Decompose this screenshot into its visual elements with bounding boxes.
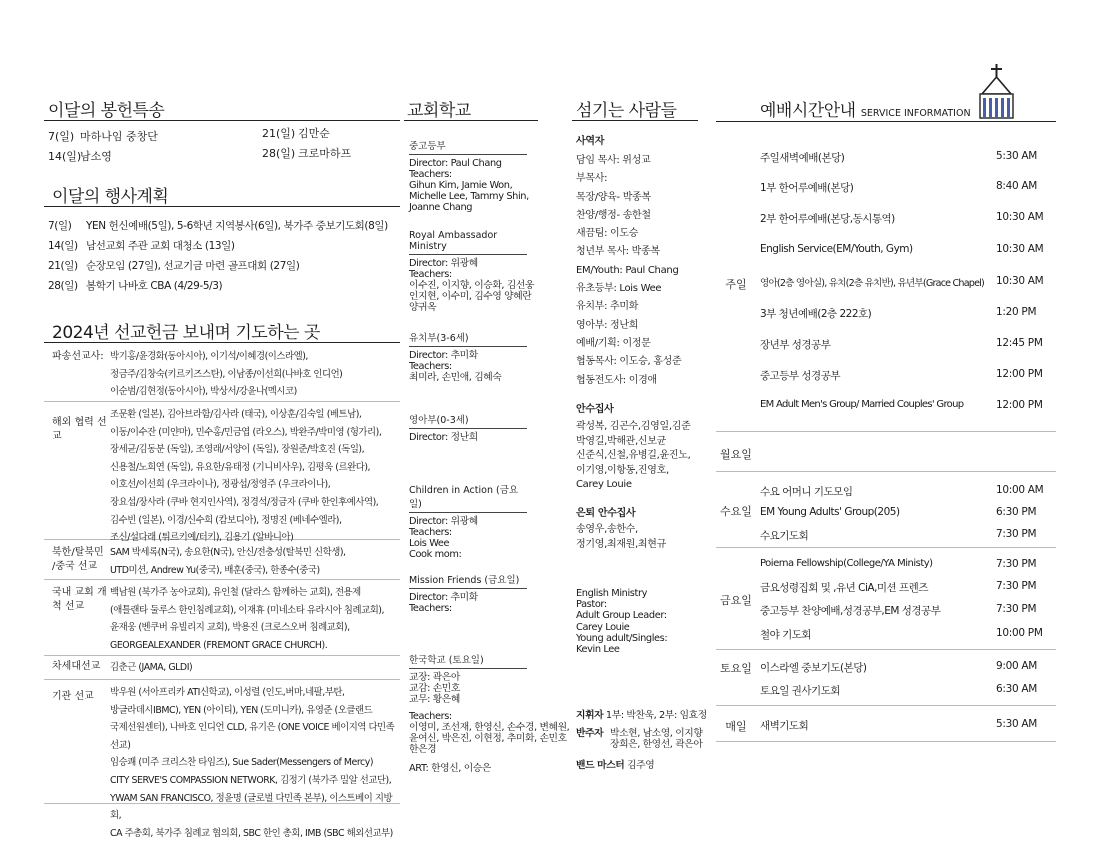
church-icon — [972, 62, 1022, 123]
service-time: 10:30 AM — [996, 275, 1044, 287]
service-item: Poiema Fellowship(College/YA Ministy) — [760, 558, 933, 569]
school-section-name: Mission Friends (금요일) — [409, 572, 527, 589]
offering-rule — [44, 120, 400, 121]
school-section-name: Children in Action (금요일) — [409, 482, 527, 513]
missions-rule — [44, 342, 400, 343]
service-item: 중고등부 성경공부 — [760, 370, 840, 382]
school-section — [409, 138, 529, 213]
school-section — [409, 230, 534, 313]
deacons-heading: 안수집사 — [576, 404, 614, 415]
offering-name: 마하나임 중창단 — [80, 130, 158, 143]
service-time: 7:30 PM — [996, 603, 1037, 615]
missions-title: 2024년 선교헌금 보내며 기도하는 곳 — [52, 323, 320, 343]
service-group-monday — [716, 432, 1056, 472]
school-section-name: 영아부(0-3세) — [409, 412, 527, 429]
school-section-name: Royal Ambassador Ministry — [409, 230, 527, 255]
school-section-body: Director: 위광혜 Teachers: 이수진, 이지향, 이승화, 김선웅 인지현, 이수미, 김수영 양혜란 양귀옥 — [409, 258, 535, 313]
mission-row — [44, 540, 400, 580]
event-date: 14(일) — [48, 240, 78, 252]
service-day: 수요일 — [720, 505, 752, 518]
service-item: 주일새벽예배(본당) — [760, 152, 845, 164]
mission-text: 백남원 (북가주 농아교회), 유인철 (달라스 함께하는 교회), 전용제 (애틀랜타 둘루스 한인침례교회), 이재휴 (미네소타 유라시아 침례교회), 윤재웅 (벤쿠버 유빌리지 교회), 박용진 (크로스오버 침례교회), GEORGEALEXANDER (FREMONT GRACE CHURCH). — [110, 587, 385, 651]
school-section-body: Director: 정난희 — [409, 432, 478, 443]
school-section — [409, 572, 527, 614]
service-item: 영아(2층 영아실), 유치(2층 유치반), 유년부(Grace Chapel) — [760, 278, 984, 289]
accompanist: 반주자 박소현, 남소영, 이지향 장희은, 한영선, 곽은아 — [576, 728, 703, 750]
offering-date: 21(일) — [262, 127, 296, 140]
service-day: 월요일 — [720, 448, 752, 461]
service-time: 5:30 AM — [996, 718, 1038, 730]
school-section-name: 한국학교 (토요일) — [409, 652, 527, 669]
mission-row — [44, 680, 400, 839]
school-section-body: Director: 추미화 Teachers: — [409, 592, 478, 614]
service-day: 주일 — [725, 278, 747, 291]
event-date: 7(일) — [48, 220, 72, 232]
school-section-body: Director: Paul Chang Teachers: Gihun Kim, Jamie Won, Michelle Lee, Tammy Shin, Joanne Chang — [409, 158, 529, 213]
mission-category: 차세대선교 — [52, 661, 101, 672]
school-title: 교회학교 — [407, 101, 471, 121]
offering-date: 14(일) — [48, 150, 82, 163]
service-item: EM Young Adults' Group(205) — [760, 506, 900, 518]
service-time: 6:30 AM — [996, 683, 1038, 695]
mission-category: 파송선교사: — [52, 351, 104, 362]
mission-category: 기관 선교 — [52, 691, 94, 702]
mission-row — [44, 344, 400, 402]
service-item: 토요일 권사기도회 — [760, 685, 840, 697]
school-section — [409, 330, 527, 383]
service-day: 금요일 — [720, 594, 752, 607]
service-group-wednesday — [716, 472, 1056, 548]
service-time: 7:30 PM — [996, 528, 1037, 540]
mission-row — [44, 580, 400, 656]
service-time: 9:00 AM — [996, 660, 1038, 672]
school-section-name: 중고등부 — [409, 138, 527, 155]
retired-list: 은퇴 안수집사 송영우,송한수, 정기영,최재원,최현규 — [576, 508, 666, 550]
staff-list: 사역자 담임 목사: 위성교 부목사: 목장/양육- 박종복 찬양/행정- 송한철 새끔팀: 이도승 청년부 목사: 박종복 EM/Youth: Paul Chang 유초등부: Lois Wee 유치부: 추미화 영아부: 정난희 예배/기획: 이정문 협동목사: 이도승, 홍성준 협동전도사: 이경애 — [576, 136, 682, 386]
school-section-name: 유치부(3-6세) — [409, 330, 527, 347]
service-time: 10:00 PM — [996, 627, 1043, 639]
event-text: 봄학기 나바호 CBA (4/29-5/3) — [86, 280, 223, 292]
service-title: 예배시간안내 — [760, 101, 856, 121]
service-time: 12:00 PM — [996, 399, 1043, 411]
service-time: 7:30 PM — [996, 580, 1037, 592]
service-item: 수요 어머니 기도모임 — [760, 486, 853, 498]
mission-row — [44, 656, 400, 680]
offering-title: 이달의 봉헌특송 — [48, 101, 165, 121]
deacons-list: 안수집사 곽성복, 김곤수,김영일,김준 박영길,박해관,신보균 신준식,신철,유병길,윤진노, 이기영,이항동,진영호, Carey Louie — [576, 404, 691, 490]
service-time: 5:30 AM — [996, 150, 1038, 162]
conductor: 지휘자 1부: 박찬욱, 2부: 임효정 — [576, 710, 707, 721]
service-item: 장년부 성경공부 — [760, 339, 831, 351]
event-row — [48, 278, 222, 293]
service-time: 10:30 AM — [996, 211, 1044, 223]
servants-title: 섬기는 사람들 — [576, 101, 677, 121]
service-item: English Service(EM/Youth, Gym) — [760, 243, 913, 255]
service-time: 12:00 PM — [996, 368, 1043, 380]
servants-rule — [572, 120, 698, 121]
service-item: 새벽기도회 — [760, 720, 809, 732]
mission-text: 김춘근 (JAMA, GLDI) — [110, 662, 193, 673]
events-rule — [44, 206, 400, 207]
service-day: 매일 — [725, 720, 747, 733]
service-group-daily — [716, 706, 1056, 742]
event-date: 21(일) — [48, 260, 78, 272]
staff-heading: 사역자 — [576, 136, 605, 147]
school-section-body: Director: 추미화 Teachers: 최미라, 손민애, 김혜숙 — [409, 350, 502, 383]
offering-date: 28(일) — [262, 147, 296, 160]
mission-text: 박기홍/윤경화(동아시아), 이기석/이혜경(이스라엘), 정금주/김창숙(키르키즈스탄), 이남종/이선희(나바호 인디언) 이순범/김현정(동아시아), 박상서/강윤나(멕시코) — [110, 351, 343, 398]
service-item: EM Adult Men's Group/ Married Couples' Group — [760, 399, 964, 410]
service-item: 철야 기도회 — [760, 629, 812, 641]
mission-category: 북한/탈북민 /중국 선교 — [52, 547, 104, 572]
mission-text: 조문환 (일본), 김아브라함/김사라 (태국), 이상훈/김숙일 (베트남), 이동/이수잔 (미얀마), 민수홍/민금엽 (라오스), 박완주/박미영 (헝가리), 장세균/김동분 (독일), 조영래/서양이 (독일), 장원준/박호진 (독일), 신용철/노희연 (독일), 유요한/유태정 (기니비사우), 김평욱 (르완다), 이호선/이선희 (우크라이나), 정광섭/정영주 (우크라이나), 장요섭/장사라 (쿠바 현지인사역), 정경석/정금자 (쿠바 한인후예사역), 김수빈 (일본), 이경/신수희 (캄보디아), 정명진 (베네수엘라), 조신/설다래 (튀르키예/터키), 김용기 (알바니아) — [110, 409, 382, 544]
service-subtitle: SERVICE INFORMATION — [860, 108, 971, 119]
service-group-saturday — [716, 650, 1056, 706]
mission-category: 국내 교회 개척 선교 — [52, 587, 107, 612]
service-item: 1부 한어루예배(본당) — [760, 182, 854, 194]
mission-row — [44, 402, 400, 544]
service-time: 8:40 AM — [996, 180, 1038, 192]
service-item: 이스라엘 중보기도(본당) — [760, 662, 867, 674]
offering-name: 남소영 — [80, 150, 112, 163]
service-time: 7:30 PM — [996, 558, 1037, 570]
retired-heading: 은퇴 안수집사 — [576, 508, 636, 519]
school-section — [409, 482, 527, 560]
service-time: 10:30 AM — [996, 243, 1044, 255]
service-item: 금요성령집회 및 ,유년 CiA,미션 프렌즈 — [760, 582, 928, 594]
offering-date: 7(일) — [48, 130, 75, 143]
service-time: 10:00 AM — [996, 484, 1044, 496]
school-section — [409, 652, 569, 774]
school-section — [409, 412, 527, 443]
service-item: 2부 한어루예배(본당,동시통역) — [760, 213, 895, 225]
event-row — [48, 238, 235, 253]
event-date: 28(일) — [48, 280, 78, 292]
event-text: 순장모임 (27일), 선교기금 마련 골프대회 (27일) — [86, 260, 300, 272]
mission-text: 박우원 (서아프리카 ATI신학교), 이성렬 (인도,버마,네팔,부탄, 방글라데시IBMC), YEN (아이티), YEN (도미니카), 유영준 (오클랜드 국제선원센터), 나바호 인디언 CLD, 유기은 (ONE VOICE 베이지역 다민족 선교) 임승쾌 (미주 크리스찬 타임즈), Sue Sader(Messengers of Mercy) CITY SERVE'S COMPASSION NETWORK, 김정기 (북가주 밀알 선교단), YWAM SAN FRANCISCO, 정윤명 (글로벌 다민족 본부), 이스트베이 지방회, CA 주총회, 북가주 침례교 협의회, SBC 한인 총회, IMB (SBC 해외선교부) — [110, 687, 395, 839]
service-group-sunday — [716, 122, 1056, 432]
service-item: 중고등부 찬양예배,성경공부,EM 성경공부 — [760, 605, 941, 617]
service-group-friday — [716, 548, 1056, 650]
service-day: 토요일 — [720, 662, 752, 675]
service-item: 3부 청년예배(2층 222호) — [760, 308, 872, 320]
service-header — [760, 96, 971, 121]
offering-name: 크로마하프 — [298, 147, 352, 160]
band-master: 밴드 마스터 김주영 — [576, 760, 655, 771]
service-time: 1:20 PM — [996, 306, 1037, 318]
english-ministry: English Ministry Pastor: Adult Group Leader: Carey Louie Young adult/Singles: Kevin Lee — [576, 588, 668, 656]
event-text: YEN 헌신예배(5일), 5-6학년 지역봉사(6일), 북가주 중보기도회(8일) — [86, 220, 388, 232]
mission-category: 해외 협력 선교 — [52, 417, 107, 442]
service-item: 수요기도회 — [760, 530, 809, 542]
event-row — [48, 218, 388, 233]
service-time: 6:30 PM — [996, 506, 1037, 518]
school-section-body: Director: 위광혜 Teachers: Lois Wee Cook mom: — [409, 516, 478, 560]
mission-text: SAM 박세록(N국), 송요한(N국), 안신/전충성(탈북민 신학생), UTD미션, Andrew Yu(중국), 배훈(중국), 한종수(중국) — [110, 547, 346, 576]
event-row — [48, 258, 299, 273]
event-text: 남선교회 주관 교회 대청소 (13일) — [86, 240, 235, 252]
events-title: 이달의 행사계획 — [52, 187, 169, 207]
offering-name: 김만순 — [298, 127, 330, 140]
service-time: 12:45 PM — [996, 337, 1043, 349]
school-rule — [404, 120, 538, 121]
school-section-body: 교장: 곽은아 교감: 손민호 교무: 황은혜 Teachers: 이영미, 조선재, 한영신, 손수경, 변혜원, 윤여신, 박은진, 이현정, 추미화, 손민호 한은경 ART: 한영신, 이승은 — [409, 672, 570, 774]
